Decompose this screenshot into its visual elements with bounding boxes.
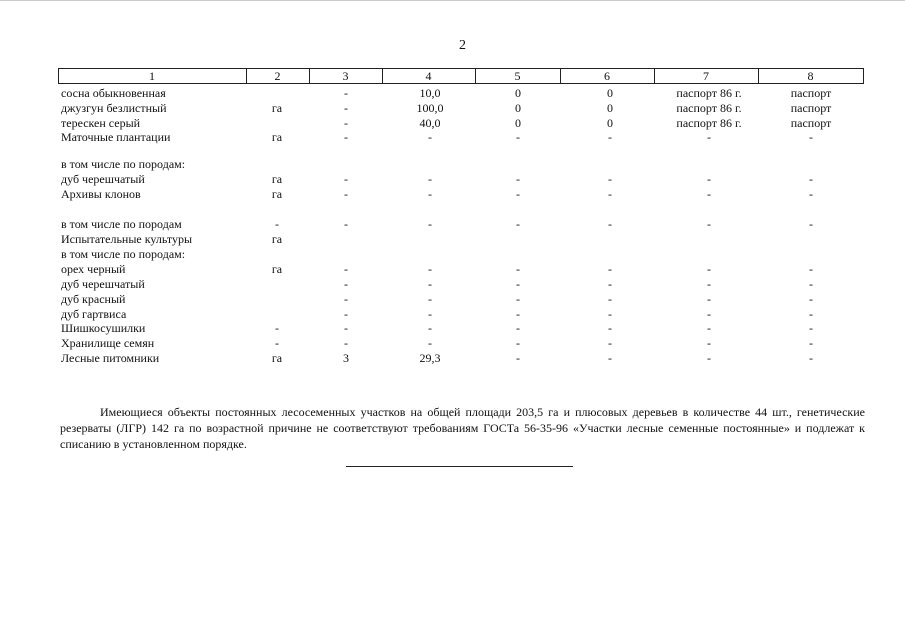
value-cell: - <box>608 351 612 365</box>
value-cell: - <box>428 292 432 306</box>
unit-cell: - <box>275 217 279 231</box>
row-name-cell: в том числе по породам: <box>61 157 186 171</box>
row-name-cell: Лесные питомники <box>61 351 160 365</box>
row-name-cell: в том числе по породам <box>61 217 182 231</box>
passport-cell: - <box>809 307 813 321</box>
passport-cell: паспорт 86 г. <box>676 101 742 115</box>
row-name-cell: дуб красный <box>61 292 126 306</box>
unit-cell: га <box>271 351 283 365</box>
row-name-cell: сосна обыкновенная <box>61 86 166 100</box>
passport-cell: - <box>809 187 813 201</box>
value-cell: - <box>516 172 520 186</box>
table-row <box>0 307 905 322</box>
value-cell: - <box>428 217 432 231</box>
value-cell: - <box>428 321 432 335</box>
value-cell: 0 <box>607 116 613 130</box>
row-name-cell: Испытательные культуры <box>61 232 193 246</box>
value-cell: - <box>516 130 520 144</box>
value-cell: - <box>344 187 348 201</box>
value-cell: - <box>344 307 348 321</box>
value-cell: 0 <box>515 86 521 100</box>
table-row <box>0 351 905 366</box>
value-cell: - <box>516 217 520 231</box>
passport-cell: - <box>707 321 711 335</box>
passport-cell: - <box>707 262 711 276</box>
passport-cell: - <box>809 172 813 186</box>
passport-cell: - <box>707 277 711 291</box>
value-cell: - <box>428 336 432 350</box>
table-row <box>0 247 905 262</box>
row-name-cell: Шишкосушилки <box>61 321 146 335</box>
value-cell: - <box>608 262 612 276</box>
value-cell: - <box>428 307 432 321</box>
unit-cell: га <box>271 172 283 186</box>
column-header-2: 2 <box>274 69 281 83</box>
row-name-cell: дуб черешчатый <box>61 172 145 186</box>
table-row <box>0 262 905 277</box>
value-cell: - <box>428 262 432 276</box>
passport-cell: - <box>809 292 813 306</box>
unit-cell: га <box>271 101 283 115</box>
passport-cell: - <box>707 187 711 201</box>
value-cell: - <box>344 86 348 100</box>
table-row <box>0 187 905 202</box>
value-cell: 40,0 <box>419 116 441 130</box>
passport-cell: - <box>707 336 711 350</box>
closing-rule <box>346 466 573 467</box>
value-cell: - <box>344 336 348 350</box>
value-cell: - <box>516 351 520 365</box>
value-cell: 100,0 <box>416 101 444 115</box>
table-row <box>0 321 905 336</box>
row-name-cell: джузгун безлистный <box>61 101 167 115</box>
table-row <box>0 116 905 131</box>
value-cell: 0 <box>607 101 613 115</box>
passport-cell: - <box>707 292 711 306</box>
value-cell: - <box>608 321 612 335</box>
table-row <box>0 336 905 351</box>
value-cell: - <box>516 321 520 335</box>
value-cell: - <box>608 292 612 306</box>
table-row <box>0 130 905 145</box>
row-name-cell: орех черный <box>61 262 126 276</box>
value-cell: - <box>516 336 520 350</box>
passport-cell: - <box>707 172 711 186</box>
row-name-cell: Хранилище семян <box>61 336 155 350</box>
unit-cell: - <box>275 336 279 350</box>
passport-cell: - <box>809 130 813 144</box>
value-cell: - <box>608 217 612 231</box>
row-name-cell: Архивы клонов <box>61 187 141 201</box>
passport-cell: - <box>707 351 711 365</box>
value-cell: 0 <box>607 86 613 100</box>
value-cell: - <box>516 292 520 306</box>
column-header-6: 6 <box>604 69 610 83</box>
column-header-1: 1 <box>149 69 155 83</box>
table-row <box>0 232 905 247</box>
value-cell: - <box>344 172 348 186</box>
value-cell: - <box>428 172 432 186</box>
passport-cell: паспорт <box>790 101 832 115</box>
row-name-cell: дуб гартвиса <box>61 307 127 321</box>
column-header-8: 8 <box>807 69 814 83</box>
table-row <box>0 86 905 101</box>
value-cell: - <box>344 292 348 306</box>
value-cell: - <box>428 130 432 144</box>
value-cell: 29,3 <box>419 351 441 365</box>
value-cell: - <box>428 187 432 201</box>
column-header-4: 4 <box>425 69 432 83</box>
value-cell: - <box>608 336 612 350</box>
passport-cell: паспорт 86 г. <box>676 86 742 100</box>
passport-cell: - <box>707 130 711 144</box>
row-name-cell: терескен серый <box>61 116 141 130</box>
passport-cell: паспорт <box>790 86 832 100</box>
value-cell: - <box>516 262 520 276</box>
unit-cell: га <box>271 130 283 144</box>
value-cell: - <box>344 262 348 276</box>
passport-cell: паспорт 86 г. <box>676 116 742 130</box>
table-row <box>0 202 905 217</box>
value-cell: - <box>516 187 520 201</box>
value-cell: - <box>344 116 348 130</box>
passport-cell: - <box>809 217 813 231</box>
top-edge-rule <box>0 0 905 1</box>
table-row <box>0 157 905 172</box>
header-separator <box>863 68 864 84</box>
column-header-7: 7 <box>703 69 709 83</box>
passport-cell: - <box>809 336 813 350</box>
row-name-cell: Маточные плантации <box>61 130 171 144</box>
column-header-3: 3 <box>342 69 349 83</box>
passport-cell: паспорт <box>790 116 832 130</box>
value-cell: - <box>344 321 348 335</box>
table-row <box>0 101 905 116</box>
unit-cell: га <box>271 262 283 276</box>
value-cell: - <box>608 307 612 321</box>
value-cell: - <box>608 172 612 186</box>
value-cell: - <box>516 277 520 291</box>
value-cell: - <box>428 277 432 291</box>
value-cell: 10,0 <box>419 86 441 100</box>
table-row <box>0 217 905 232</box>
passport-cell: - <box>809 351 813 365</box>
value-cell: - <box>608 277 612 291</box>
value-cell: - <box>608 187 612 201</box>
passport-cell: - <box>809 277 813 291</box>
page-number: 2 <box>459 38 466 53</box>
passport-cell: - <box>809 321 813 335</box>
value-cell: - <box>344 277 348 291</box>
unit-cell: га <box>271 187 283 201</box>
value-cell: 3 <box>343 351 349 365</box>
row-name-cell: в том числе по породам: <box>61 247 186 261</box>
column-header-5: 5 <box>514 69 521 83</box>
value-cell: - <box>516 307 520 321</box>
passport-cell: - <box>707 307 711 321</box>
value-cell: - <box>344 130 348 144</box>
passport-cell: - <box>707 217 711 231</box>
row-name-cell: дуб черешчатый <box>61 277 145 291</box>
table-row <box>0 292 905 307</box>
value-cell: 0 <box>515 116 521 130</box>
unit-cell: га <box>271 232 283 246</box>
table-row <box>0 277 905 292</box>
value-cell: - <box>344 101 348 115</box>
value-cell: 0 <box>515 101 521 115</box>
value-cell: - <box>608 130 612 144</box>
value-cell: - <box>344 217 348 231</box>
closing-note-paragraph: Имеющиеся объекты постоянных лесосеменных участков на общей площади 203,5 га и плюсовых деревьев в количестве 44 шт., генетические резерваты (ЛГР) 142 га по возрастной причине не соответствуют требованиям ГОСТа 56-35-96 «Участки лесные семенные постоянные» и подлежат к списанию в установленном порядке. <box>60 405 865 451</box>
passport-cell: - <box>809 262 813 276</box>
unit-cell: - <box>275 321 279 335</box>
table-row <box>0 172 905 187</box>
